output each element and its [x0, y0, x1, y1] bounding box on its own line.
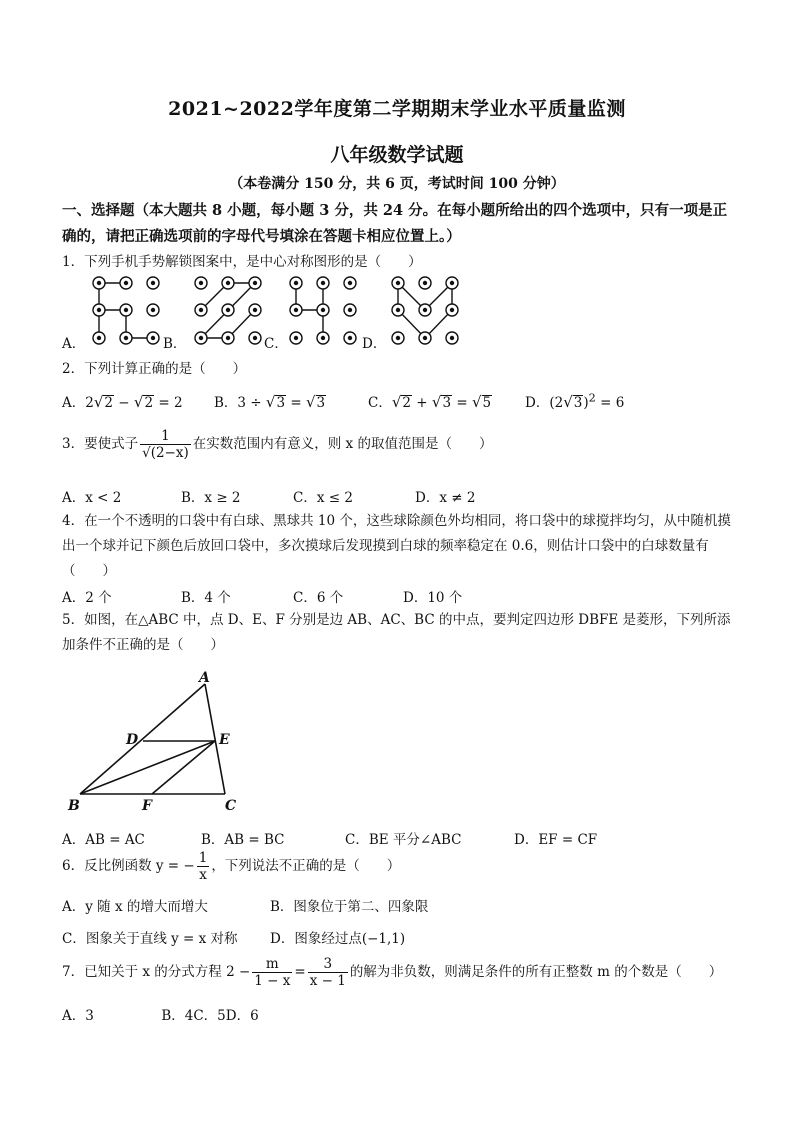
q7-frac2-num: 3 [308, 956, 348, 973]
q2-option-c[interactable] [368, 391, 492, 411]
q6-option-c[interactable]: C．图象关于直线 y = x 对称 [62, 931, 238, 947]
q1-option-c[interactable]: C． [264, 336, 288, 352]
q2-option-d-expr: $(2√3)^2 = 6$ [549, 391, 625, 411]
q7-stem-post: 的解为非负数，则满足条件的所有正整数 m 的个数是（ ） [349, 964, 723, 980]
q5-triangle-figure [60, 670, 250, 820]
q1-stem: 1．下列手机手势解锁图案中，是中心对称图形的是（ ） [62, 254, 422, 270]
label-f: F [142, 798, 152, 814]
label-e: E [219, 732, 230, 748]
q7-fraction-1 [252, 956, 292, 989]
pattern-dot-center [253, 336, 257, 340]
q2-option-b-expr: 3 ÷ √3 = √3 [237, 393, 326, 411]
q3-option-d[interactable]: D．x ≠ 2 [415, 490, 476, 506]
q2-option-a-label: A． [62, 395, 86, 411]
q3-option-a[interactable]: A．x < 2 [62, 490, 122, 506]
pattern-dot-center [226, 308, 230, 312]
q2-option-a-expr: 2√2 − √2 = 2 [85, 393, 183, 411]
pattern-dot-center [321, 281, 325, 285]
pattern-dot-center [450, 281, 454, 285]
q6-option-a[interactable]: A．y 随 x 的增大而增大 [62, 899, 208, 915]
pattern-dot-center [151, 336, 155, 340]
pattern-dot-center [423, 281, 427, 285]
segment-fe [152, 741, 215, 794]
pattern-dot-center [321, 336, 325, 340]
pattern-dot-center [253, 281, 257, 285]
pattern-dot-center [151, 308, 155, 312]
side-ab [80, 684, 205, 794]
pattern-dot-center [226, 281, 230, 285]
q3-fraction [140, 428, 191, 461]
q3-stem-post: 在实数范围内有意义，则 x 的取值范围是（ ） [192, 436, 493, 452]
pattern-dot-center [348, 308, 352, 312]
pattern-dot-center [97, 336, 101, 340]
label-c: C [225, 798, 237, 814]
q7-frac1-den: 1 − x [254, 973, 291, 989]
pattern-dot-center [124, 281, 128, 285]
pattern-dot-center [294, 281, 298, 285]
pattern-dot-center [450, 308, 454, 312]
pattern-dot-center [450, 336, 454, 340]
pattern-dot-center [151, 281, 155, 285]
q3-frac-num: 1 [140, 428, 191, 445]
pattern-dot-center [294, 336, 298, 340]
q6-frac-num: 1 [198, 850, 208, 866]
q2-option-d[interactable] [525, 391, 624, 411]
q2-option-d-label: D． [525, 395, 550, 411]
q3-option-c[interactable]: C．x ≤ 2 [293, 490, 353, 506]
q6-stem-post: ，下列说法不正确的是（ ） [211, 858, 401, 874]
exam-subtitle: 八年级数学试题 [330, 144, 464, 166]
pattern-dot-center [253, 308, 257, 312]
q4-option-d[interactable]: D．10 个 [403, 590, 463, 606]
pattern-dot-center [348, 336, 352, 340]
pattern-dot-center [396, 308, 400, 312]
section-heading: 一、选择题（本大题共 8 小题，每小题 3 分，共 24 分。在每小题所给出的四个选项中，只有一项是正确的，请把正确选项前的字母代号填涂在答题卡相应位置上。） [62, 202, 728, 245]
q2-option-b-label: B． [214, 395, 238, 411]
q2-option-a[interactable] [62, 391, 183, 411]
q2-stem: 2．下列计算正确的是（ ） [62, 361, 247, 377]
pattern-dot-center [199, 281, 203, 285]
label-d: D [126, 732, 139, 748]
q6-option-b[interactable]: B．图象位于第二、四象限 [270, 899, 429, 915]
pattern-dot-center [124, 308, 128, 312]
q7-options[interactable]: A．3 B．4C．5D．6 [62, 1008, 259, 1024]
q5-option-c[interactable]: C．BE 平分∠ABC [345, 832, 462, 848]
q1-option-d[interactable]: D． [362, 336, 387, 352]
q7-stem-pre: 7．已知关于 x 的分式方程 2 − [62, 964, 251, 980]
q4-stem: 4．在一个不透明的口袋中有白球、黑球共 10 个，这些球除颜色外均相同，将口袋中的球搅拌均匀，从中随机摸出一个球并记下颜色后放回口袋中，多次摸球后发现摸到白球的频率稳定在 0.6，则估计口袋中的白球数量有（ ） [62, 513, 731, 579]
label-a: A [199, 670, 210, 686]
q2-option-b[interactable] [214, 391, 326, 411]
pattern-dot-center [294, 308, 298, 312]
q3-stem-pre: 3．要使式子 [62, 436, 139, 452]
q4-option-b[interactable]: B．4 个 [181, 590, 231, 606]
q7-stem [62, 956, 722, 989]
pattern-dot-center [423, 308, 427, 312]
pattern-dot-center [97, 281, 101, 285]
q4-option-a[interactable]: A．2 个 [62, 590, 112, 606]
q6-frac-den: x [199, 867, 207, 883]
pattern-dot-center [396, 336, 400, 340]
pattern-dot-center [199, 308, 203, 312]
exam-title: 2021~2022学年度第二学期期末学业水平质量监测 [168, 98, 626, 120]
pattern-dot-center [226, 336, 230, 340]
pattern-dot-center [124, 336, 128, 340]
q3-frac-den: √(2−x) [142, 445, 189, 461]
q5-option-d[interactable]: D．EF = CF [514, 832, 598, 848]
q6-fraction [197, 850, 210, 883]
pattern-dot-center [423, 336, 427, 340]
pattern-dot-center [199, 336, 203, 340]
q2-option-c-expr: √2 + √3 = √5 [391, 393, 492, 411]
q7-equals: = [294, 964, 306, 980]
q2-option-c-label: C． [368, 395, 392, 411]
label-b: B [68, 798, 80, 814]
q7-frac1-num: m [252, 956, 292, 973]
q3-stem [62, 428, 492, 461]
pattern-dot-center [396, 281, 400, 285]
exam-note: （本卷满分 150 分，共 6 页，考试时间 100 分钟） [229, 176, 565, 192]
q5-stem: 5．如图，在△ABC 中，点 D、E、F 分别是边 AB、AC、BC 的中点，要判定四边形 DBFE 是菱形，下列所添加条件不正确的是（ ） [62, 612, 731, 653]
q4-option-c[interactable]: C．6 个 [293, 590, 344, 606]
q5-option-a[interactable]: A．AB = AC [62, 832, 145, 848]
q3-option-b[interactable]: B．x ≥ 2 [181, 490, 241, 506]
q6-stem-pre: 6．反比例函数 y = − [62, 858, 195, 874]
q7-fraction-2 [308, 956, 348, 989]
q6-option-d[interactable]: D．图象经过点(−1,1) [270, 931, 406, 947]
q1-option-a[interactable]: A． [62, 336, 86, 352]
pattern-dot-center [321, 308, 325, 312]
q5-option-b[interactable]: B．AB = BC [201, 832, 285, 848]
pattern-dot-center [97, 308, 101, 312]
pattern-dot-center [348, 281, 352, 285]
q1-option-b[interactable]: B． [163, 336, 187, 352]
q6-stem [62, 850, 400, 883]
q7-frac2-den: x − 1 [309, 973, 346, 989]
segment-be [80, 741, 215, 794]
